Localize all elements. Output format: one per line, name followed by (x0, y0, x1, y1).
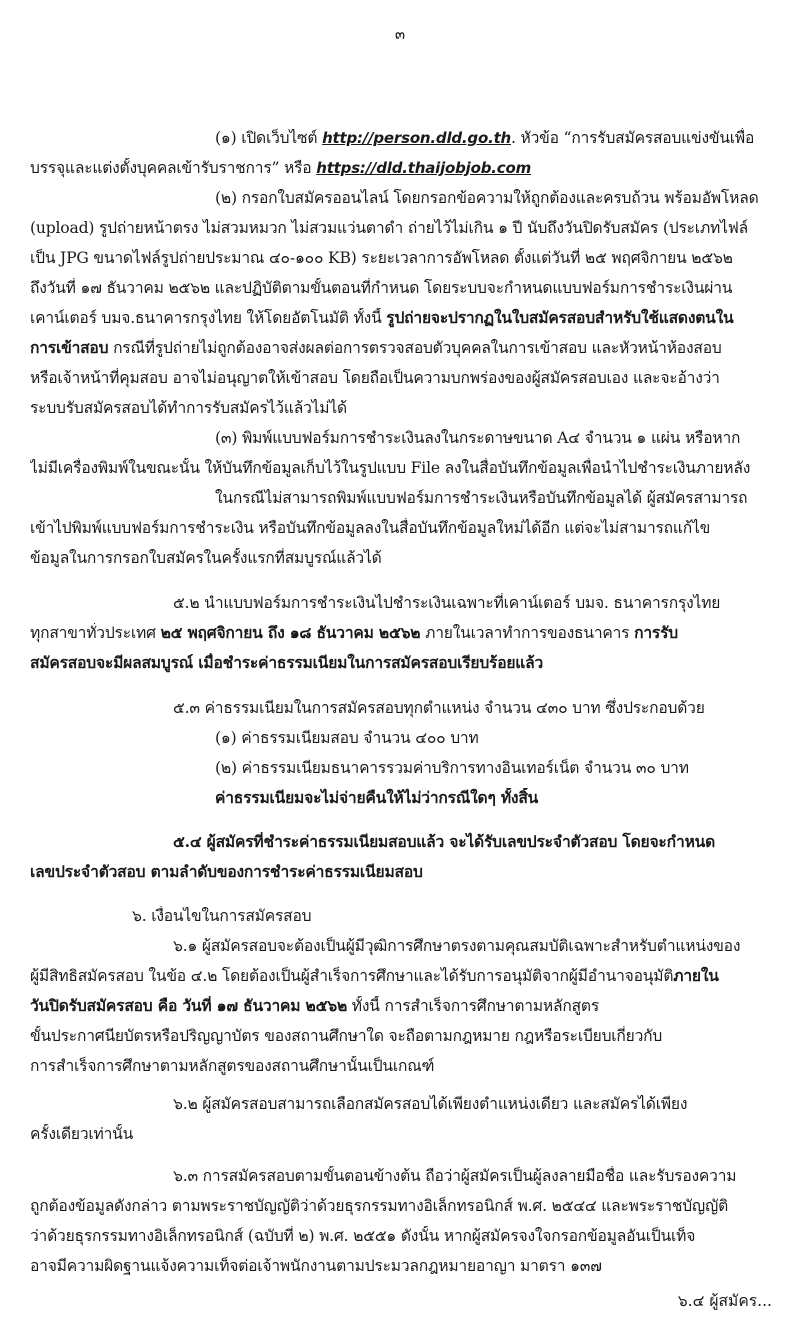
text-line: ทุกสาขาทั่วประเทศ ๒๕ พฤศจิกายน ถึง ๑๘ ธันวาคม ๒๕๖๒ ภายในเวลาทำการของธนาคาร การรับ (30, 623, 678, 642)
text-line: ครั้งเดียวเท่านั้น (30, 1125, 134, 1143)
text-line: เลขประจำตัวสอบ ตามลำดับของการชำระค่าธรรมเนียมสอบ (30, 862, 423, 881)
text-line: ค่าธรรมเนียมจะไม่จ่ายคืนให้ไม่ว่ากรณีใดๆ ทั้งสิ้น (215, 788, 539, 807)
text-line: ถึงวันที่ ๑๗ ธันวาคม ๒๕๖๒ และปฏิบัติตามขั้นตอนที่กำหนด โดยระบบจะกำหนดแบบฟอร์มการชำระเงินผ่าน (30, 279, 733, 297)
continued-marker: ๖.๔ ผู้สมัคร... (677, 1292, 772, 1310)
text-line: ๕.๓ ค่าธรรมเนียมในการสมัครสอบทุกตำแหน่ง จำนวน ๔๓๐ บาท ซึ่งประกอบด้วย (173, 699, 705, 717)
section-heading: ๖. เงื่อนไขในการสมัครสอบ (132, 907, 312, 925)
text-line: ข้อมูลในการกรอกใบสมัครในครั้งแรกที่สมบูรณ์แล้วได้ (30, 549, 382, 567)
text-line: เคาน์เตอร์ บมจ.ธนาคารกรุงไทย ให้โดยอัตโนมัติ ทั้งนี้ รูปถ่ายจะปรากฏในใบสมัครสอบสำหรับใช้แสดงตนใน (30, 308, 734, 327)
text-line: (๒) กรอกใบสมัครออนไลน์ โดยกรอกข้อความให้ถูกต้องและครบถ้วน พร้อมอัพโหลด (215, 189, 759, 207)
text-line: การสำเร็จการศึกษาตามหลักสูตรของสถานศึกษานั้นเป็นเกณฑ์ (30, 1057, 435, 1075)
text-line: เข้าไปพิมพ์แบบฟอร์มการชำระเงิน หรือบันทึกข้อมูลลงในสื่อบันทึกข้อมูลใหม่ได้อีก แต่จะไม่สามารถแก้ไข (30, 519, 711, 537)
text-line: (upload) รูปถ่ายหน้าตรง ไม่สวมหมวก ไม่สวมแว่นตาดำ ถ่ายไว้ไม่เกิน ๑ ปี นับถึงวันปิดรับสมัคร (ประเภทไฟล์ (30, 219, 748, 237)
text-line: เป็น JPG ขนาดไฟล์รูปถ่ายประมาณ ๔๐-๑๐๐ KB) ระยะเวลาการอัพโหลด ตั้งแต่วันที่ ๒๕ พฤศจิกายน ๒๕๖๒ (30, 249, 733, 267)
text-line: ๖.๓ การสมัครสอบตามขั้นตอนข้างต้น ถือว่าผู้สมัครเป็นผู้ลงลายมือชื่อ และรับรองความ (173, 1167, 737, 1185)
text-line: ถูกต้องข้อมูลดังกล่าว ตามพระราชบัญญัติว่าด้วยธุรกรรมทางอิเล็กทรอนิกส์ พ.ศ. ๒๕๔๔ และพระราชบัญญัติ (30, 1197, 729, 1215)
text-line: ในกรณีไม่สามารถพิมพ์แบบฟอร์มการชำระเงินหรือบันทึกข้อมูลได้ ผู้สมัครสามารถ (215, 489, 748, 507)
text-line: ผู้มีสิทธิสมัครสอบ ในข้อ ๔.๒ โดยต้องเป็นผู้สำเร็จการศึกษาและได้รับการอนุมัติจากผู้มีอำนาจอนุมัติภายใน (30, 966, 719, 985)
text-line: การเข้าสอบ กรณีที่รูปถ่ายไม่ถูกต้องอาจส่งผลต่อการตรวจสอบตัวบุคคลในการเข้าสอบ และหัวหน้าห้องสอบ (30, 338, 722, 357)
text-line: สมัครสอบจะมีผลสมบูรณ์ เมื่อชำระค่าธรรมเนียมในการสมัครสอบเรียบร้อยแล้ว (30, 653, 544, 672)
text-line: ๖.๑ ผู้สมัครสอบจะต้องเป็นผู้มีวุฒิการศึกษาตรงตามคุณสมบัติเฉพาะสำหรับตำแหน่งของ (173, 937, 741, 955)
text-line: (๑) ค่าธรรมเนียมสอบ จำนวน ๔๐๐ บาท (215, 729, 479, 747)
text-line: อาจมีความผิดฐานแจ้งความเท็จต่อเจ้าพนักงานตามประมวลกฎหมายอาญา มาตรา ๑๓๗ (30, 1257, 602, 1275)
text-line: บรรจุและแต่งตั้งบุคคลเข้ารับราชการ” หรือ https://dld.thaijobjob.com (30, 159, 531, 177)
text-line: (๒) ค่าธรรมเนียมธนาคารรวมค่าบริการทางอินเทอร์เน็ต จำนวน ๓๐ บาท (215, 759, 689, 777)
text-line: ระบบรับสมัครสอบได้ทำการรับสมัครไว้แล้วไม่ได้ (30, 399, 347, 417)
website-link[interactable]: https://dld.thaijobjob.com (316, 159, 531, 177)
text-line: (๓) พิมพ์แบบฟอร์มการชำระเงินลงในกระดาษขนาด A๔ จำนวน ๑ แผ่น หรือหาก (215, 429, 741, 447)
text-line: วันปิดรับสมัครสอบ คือ วันที่ ๑๗ ธันวาคม ๒๕๖๒ ทั้งนี้ การสำเร็จการศึกษาตามหลักสูตร (30, 996, 599, 1015)
text-line: ๕.๒ นำแบบฟอร์มการชำระเงินไปชำระเงินเฉพาะที่เคาน์เตอร์ บมจ. ธนาคารกรุงไทย (173, 594, 721, 612)
text-line: ว่าด้วยธุรกรรมทางอิเล็กทรอนิกส์ (ฉบับที่ ๒) พ.ศ. ๒๕๕๑ ดังนั้น หากผู้สมัครจงใจกรอกข้อมูลอันเป็นเท็จ (30, 1227, 696, 1245)
text-line: ๖.๒ ผู้สมัครสอบสามารถเลือกสมัครสอบได้เพียงตำแหน่งเดียว และสมัครได้เพียง (173, 1095, 688, 1113)
text-line: หรือเจ้าหน้าที่คุมสอบ อาจไม่อนุญาตให้เข้าสอบ โดยถือเป็นความบกพร่องของผู้สมัครสอบเอง และจะอ้างว่า (30, 369, 720, 387)
text-line: ขั้นประกาศนียบัตรหรือปริญญาบัตร ของสถานศึกษาใด จะถือตามกฎหมาย กฎหรือระเบียบเกี่ยวกับ (30, 1027, 663, 1045)
text-line: ๕.๔ ผู้สมัครที่ชำระค่าธรรมเนียมสอบแล้ว จะได้รับเลขประจำตัวสอบ โดยจะกำหนด (173, 832, 716, 851)
website-link[interactable]: http://person.dld.go.th (322, 129, 512, 147)
page-number: ๓ (394, 25, 406, 43)
text-line: (๑) เปิดเว็บไซต์ http://person.dld.go.th. หัวข้อ “การรับสมัครสอบแข่งขันเพื่อ (215, 129, 755, 147)
text-line: ไม่มีเครื่องพิมพ์ในขณะนั้น ให้บันทึกข้อมูลเก็บไว้ในรูปแบบ File ลงในสื่อบันทึกข้อมูลเพื่อนำไปชำระเงินภายหลัง (30, 459, 751, 477)
